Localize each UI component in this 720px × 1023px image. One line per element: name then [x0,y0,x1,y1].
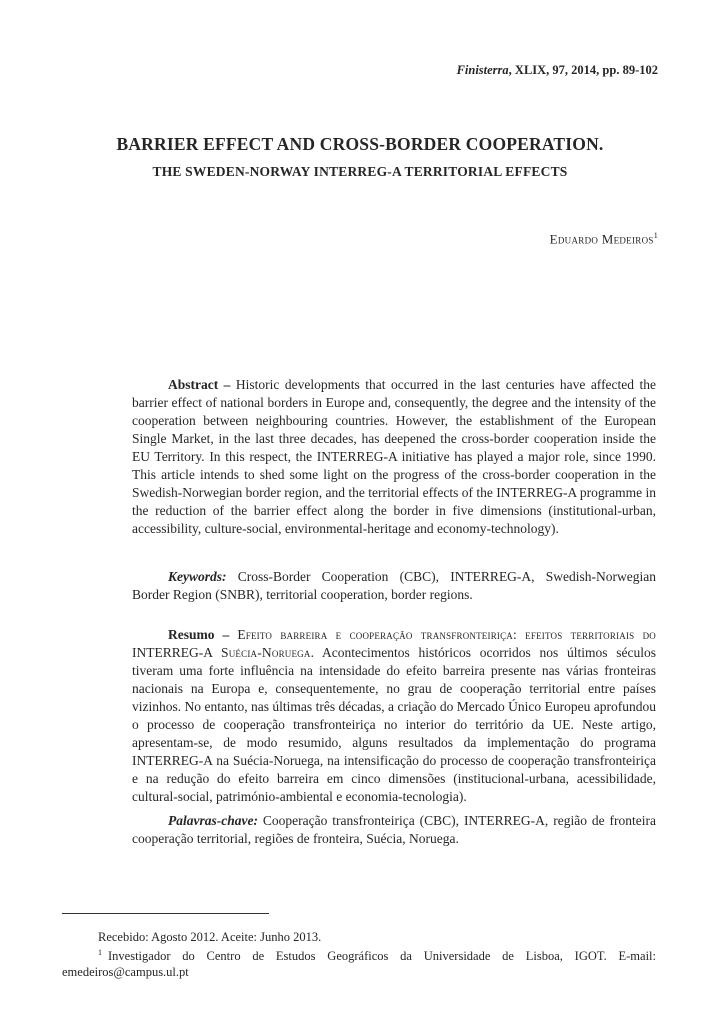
article-subtitle: THE SWEDEN-NORWAY INTERREG-A TERRITORIAL EFFECTS [152,164,568,179]
palavras-chave-label: Palavras-chave: [168,813,258,828]
palavras-chave-text: Cooperação transfronteiriça (CBC), INTERREG-A, região de fronteira cooperação territorial, regiões de fronteira, Suécia, Noruega. [132,813,656,846]
abstract-label: Abstract – [168,377,236,392]
resumo-title: Efeito barreira e cooperação transfronteiriça: efeitos territoriais do [237,627,657,642]
author-name: Eduardo Medeiros [549,231,654,247]
resumo-label: Resumo – [168,627,238,642]
abstract-text: Historic developments that occurred in the last centuries have affected the barrier effect of national borders in Europe and, consequently, the degree and the intensity of the cooperation between neighbouring countries. However, the establishment of the European Single Market, in the last three decades, has deepened the cross-border cooperation inside the EU Territory. In this respect, the INTERREG-A initiative has played a major role, since 1990. This article intends to shed some light on the progress of the cross-border cooperation in the Swedish-Norwegian border region, and the territorial effects of the INTERREG-A programme in the reduction of the barrier effect along the border in five dimensions (institutional-urban, accessibility, culture-social, environmental-heritage and economy-technology). [132,377,656,536]
footnote-1 [62,945,656,980]
footnote-divider [62,913,269,914]
keywords-section [132,568,656,604]
resumo-title-program: INTERREG-A [132,645,222,660]
resumo-section [132,626,656,806]
keywords-label: Keywords: [168,569,227,584]
journal-name: Finisterra [456,63,509,77]
journal-reference [457,63,658,78]
resumo-paragraph [132,626,656,806]
received-note: Recebido: Agosto 2012. Aceite: Junho 2013. [98,930,322,944]
article-title: BARRIER EFFECT AND CROSS-BORDER COOPERATION. [116,134,604,154]
footnotes [62,929,656,980]
abstract-section [132,376,656,538]
footnote-1-text: Investigador do Centro de Estudos Geográficos da Universidade de Lisboa, IGOT. E-mail: emedeiros@campus.ul.pt [62,949,656,980]
abstract-paragraph [132,376,656,538]
resumo-text: . Acontecimentos históricos ocorridos nos últimos séculos tiveram uma forte influência na intensidade do efeito barreira presente nas várias fronteiras nacionais na Europa e, consequentemente, no grau de cooperação territorial entre países vizinhos. No entanto, nas últimas três décadas, a criação do Mercado Único Europeu aprofundou o processo de cooperação transfronteiriça no interior do território da UE. Neste artigo, apresentam-se, de modo resumido, alguns resultados da implementação do programa INTERREG-A na Suécia-Noruega, na intensificação do processo de cooperação transfronteiriça e na redução do efeito barreira em cinco dimensões (institucional-urbana, acessibilidade, cultural-social, património-ambiental e economia-tecnologia). [132,645,656,804]
journal-details: , XLIX, 97, 2014, pp. 89-102 [508,63,658,77]
author-footnote-marker: 1 [653,231,658,240]
resumo-title-region: Suécia-Noruega [221,645,311,660]
author-line [550,231,658,247]
footnote-1-marker: 1 [98,948,102,957]
palavras-chave-paragraph [132,812,656,848]
keywords-text: Cross-Border Cooperation (CBC), INTERREG-A, Swedish-Norwegian Border Region (SNBR), territorial cooperation, border regions. [132,569,656,602]
keywords-paragraph [132,568,656,604]
palavras-chave-section [132,812,656,848]
